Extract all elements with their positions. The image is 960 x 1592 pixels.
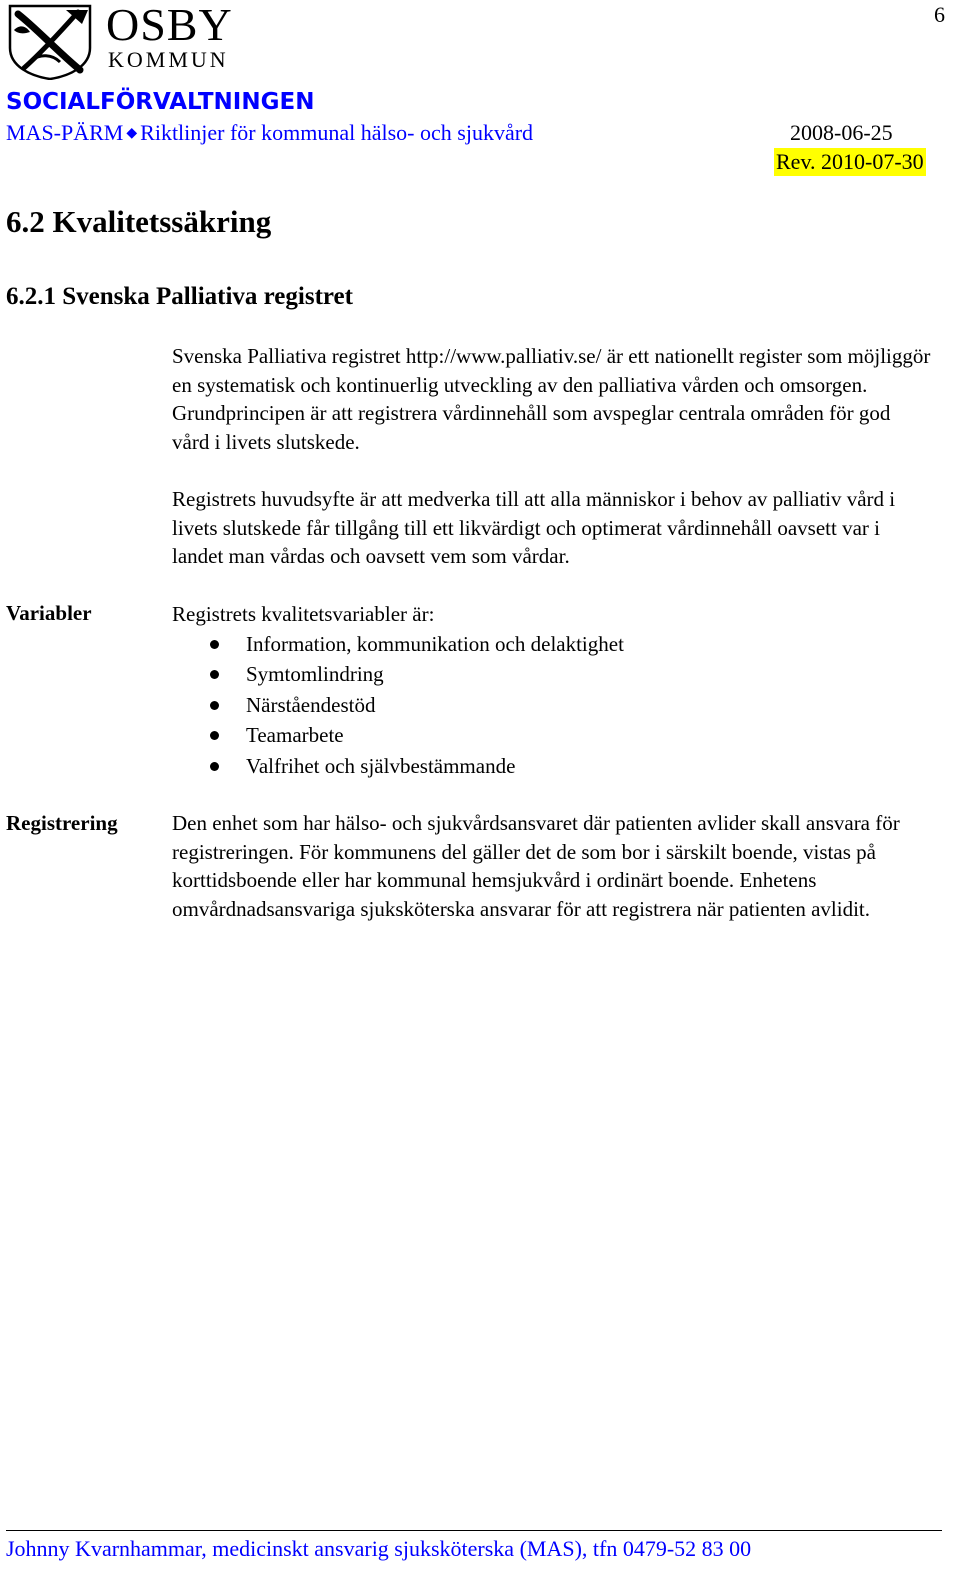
list-item: Valfrihet och självbestämmande [172,751,624,781]
registrering-paragraph: Den enhet som har hälso- och sjukvårdsansvaret där patienten avlider skall ansvara för registreringen. För kommunens del gäller det de som bor i särskilt boende, vistas på korttidsboende eller har kommunal hemsjukvård i ordinärt boende. Enhetens omvårdnadsansvariga sjuksköterska ansvarar för att registrera när patienten avlidit. [172,811,900,922]
list-item: Teamarbete [172,720,624,750]
intro-paragraph: Svenska Palliativa registret http://www.palliativ.se/ är ett nationellt register som möjliggör en systematisk och kontinuerlig utveckling av den palliativa vården och omsorgen. Grundprincipen är att registrera vårdinnehåll som avspeglar centrala områden för god vård i livets slutskede. [172,344,931,455]
department-name: SOCIALFÖRVALTNINGEN [6,89,315,115]
bullet-icon [210,762,219,771]
footer-divider [6,1530,942,1531]
bullet-icon [210,731,219,740]
revision-date: Rev. 2010-07-30 [776,149,924,174]
footer-contact: Johnny Kvarnhammar, medicinskt ansvarig sjuksköterska (MAS), tfn 0479-52 83 00 [6,1536,752,1561]
variabler-intro: Registrets kvalitetsvariabler är: [172,602,435,626]
osby-coat-of-arms-logo [6,4,94,80]
variabler-label: Variabler [6,601,92,625]
subsection-heading: 6.2.1 Svenska Palliativa registret [6,283,353,310]
bullet-icon [210,670,219,679]
brand-name: OSBY [106,0,233,50]
list-item: Information, kommunikation och delaktighet [172,629,624,659]
document-date: 2008-06-25 [790,120,893,145]
bullet-icon [210,640,219,649]
list-item: Närståendestöd [172,690,624,720]
document-title-line [6,120,533,147]
document-series: MAS-PÄRM [6,120,124,145]
list-item: Symtomlindring [172,659,624,689]
document-title: Riktlinjer för kommunal hälso- och sjukvård [140,120,534,145]
section-heading: 6.2 Kvalitetssäkring [6,204,272,239]
page-number: 6 [934,2,945,27]
brand-subtitle: KOMMUN [108,47,229,72]
variabler-list [172,629,624,781]
diamond-separator-icon: ◆ [126,126,138,141]
bullet-icon [210,701,219,710]
purpose-paragraph: Registrets huvudsyfte är att medverka till att alla människor i behov av palliativ vård i livets slutskede får tillgång till ett likvärdigt och optimerat vårdinnehåll oavsett var i landet man vårdas och oavsett vem som vårdar. [172,487,896,569]
registrering-label: Registrering [6,811,118,835]
